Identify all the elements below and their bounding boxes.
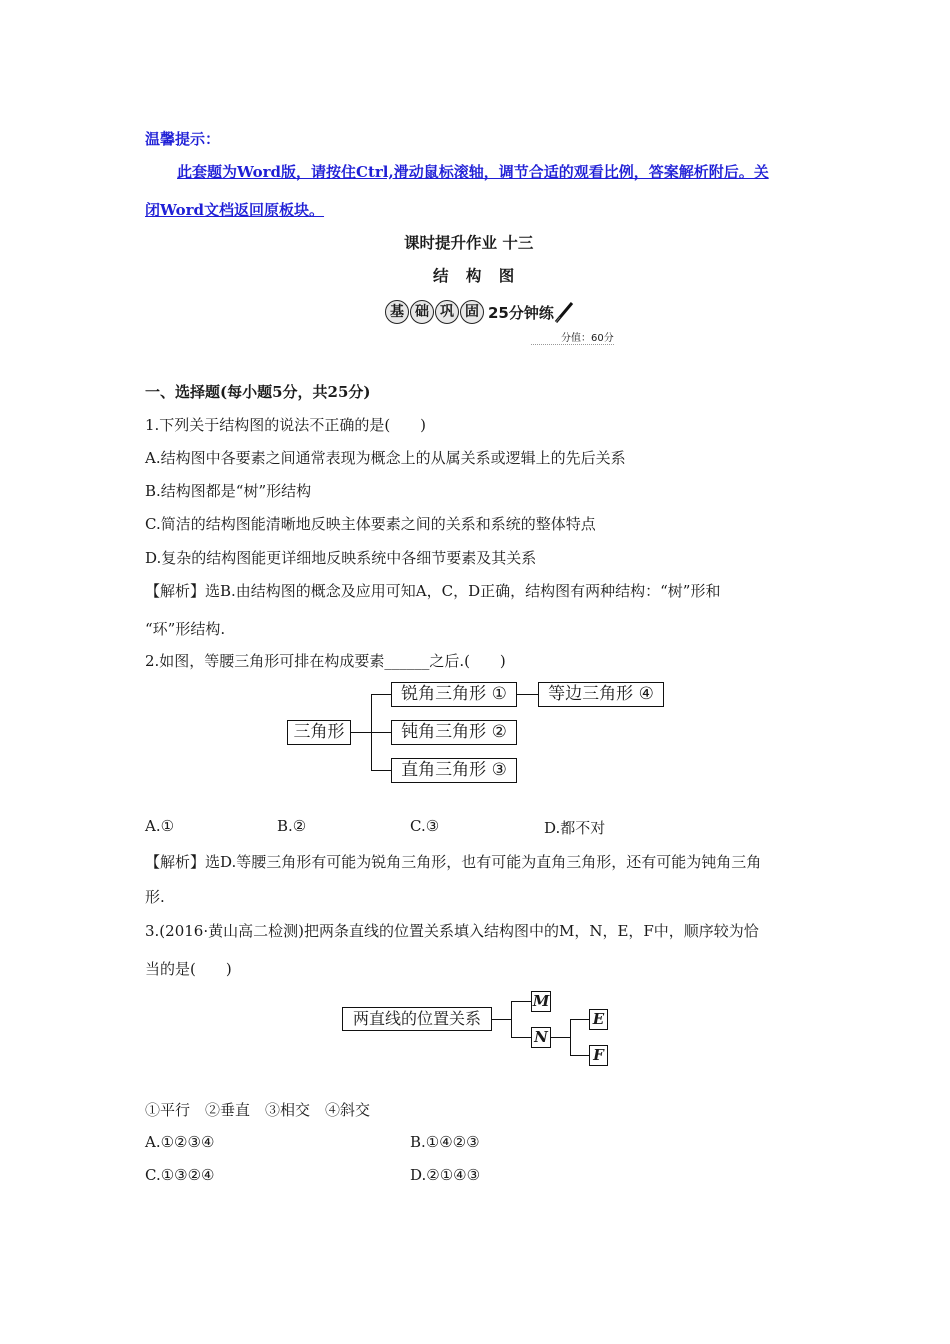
badge-char-2: 础 (410, 300, 434, 324)
q3-connector (570, 1019, 571, 1055)
q1-option-b: B.结构图都是“树”形结构 (145, 482, 312, 500)
section-badge (385, 300, 576, 324)
q3-option-b: B.①④②③ (410, 1133, 480, 1151)
score-label (531, 329, 614, 345)
q3-items: ①平行 ②垂直 ③相交 ④斜交 (145, 1101, 371, 1119)
q3-connector (492, 1019, 511, 1020)
q2-option-c: C.③ (410, 817, 440, 835)
q2-stem: 2.如图，等腰三角形可排在构成要素______之后.( ) (145, 652, 506, 670)
score-text: 分值：60分 (561, 333, 614, 344)
q3-stem-1: 3.(2016·黄山高二检测)把两条直线的位置关系填入结构图中的M，N，E，F中，顺序较为恰 (145, 922, 759, 940)
q3-option-a: A.①②③④ (145, 1133, 215, 1151)
q1-analysis-2: “环”形结构. (145, 620, 226, 638)
q2-connector (371, 770, 391, 771)
q2-option-d: D.都不对 (544, 819, 606, 837)
q3-option-d: D.②①④③ (410, 1166, 481, 1184)
q3-connector (551, 1037, 570, 1038)
q3-stem-2: 当的是( ) (145, 960, 232, 978)
q2-node-obtuse: 钝角三角形 ② (391, 720, 517, 745)
q1-analysis-1: 【解析】选B.由结构图的概念及应用可知A，C，D正确，结构图有两种结构：“树”形和 (145, 582, 721, 600)
section-heading: 一、选择题(每小题5分，共25分) (145, 383, 371, 401)
pencil-icon (554, 300, 576, 324)
badge-char-1: 基 (385, 300, 409, 324)
q3-connector (570, 1019, 589, 1020)
q2-connector (351, 732, 371, 733)
q2-option-a: A.① (145, 817, 175, 835)
q1-stem: 1.下列关于结构图的说法不正确的是( ) (145, 416, 427, 434)
q3-connector (511, 1037, 531, 1038)
q2-node-equilateral: 等边三角形 ④ (538, 682, 664, 707)
q1-option-d: D.复杂的结构图能更详细地反映系统中各细节要素及其关系 (145, 549, 537, 567)
q3-option-c: C.①③②④ (145, 1166, 215, 1184)
q2-node-acute: 锐角三角形 ① (391, 682, 517, 707)
q2-connector (371, 694, 391, 695)
q1-option-a: A.结构图中各要素之间通常表现为概念上的从属关系或逻辑上的先后关系 (145, 449, 626, 467)
q3-node-root: 两直线的位置关系 (342, 1007, 492, 1031)
q2-analysis-1: 【解析】选D.等腰三角形有可能为锐角三角形，也有可能为直角三角形，还有可能为钝角三角 (145, 853, 762, 871)
q2-node-root: 三角形 (287, 720, 351, 745)
q3-connector (511, 1001, 512, 1037)
q1-option-c: C.简洁的结构图能清晰地反映主体要素之间的关系和系统的整体特点 (145, 515, 596, 533)
notice-title: 温馨提示： (145, 130, 221, 148)
badge-char-4: 固 (460, 300, 484, 324)
q3-node-f: F (589, 1045, 608, 1066)
q2-analysis-2: 形. (145, 888, 165, 906)
q2-connector (371, 732, 391, 733)
q2-option-b: B.② (277, 817, 307, 835)
notice-line-2: 闭Word文档返回原板块。 (145, 201, 325, 219)
page-subtitle: 结 构 图 (433, 266, 521, 285)
q3-node-e: E (589, 1009, 608, 1030)
notice-line-1: 此套题为Word版，请按住Ctrl,滑动鼠标滚轴，调节合适的观看比例，答案解析附后。关 (177, 163, 769, 181)
q3-node-n: N (531, 1027, 551, 1048)
q3-node-m: M (532, 992, 550, 1010)
badge-time: 25分钟练 (488, 303, 554, 322)
page-title: 课时提升作业 十三 (404, 233, 534, 252)
badge-char-3: 巩 (435, 300, 459, 324)
q3-connector (570, 1055, 589, 1056)
q3-connector (511, 1001, 531, 1002)
q2-connector (517, 694, 538, 695)
q2-node-right: 直角三角形 ③ (391, 758, 517, 783)
